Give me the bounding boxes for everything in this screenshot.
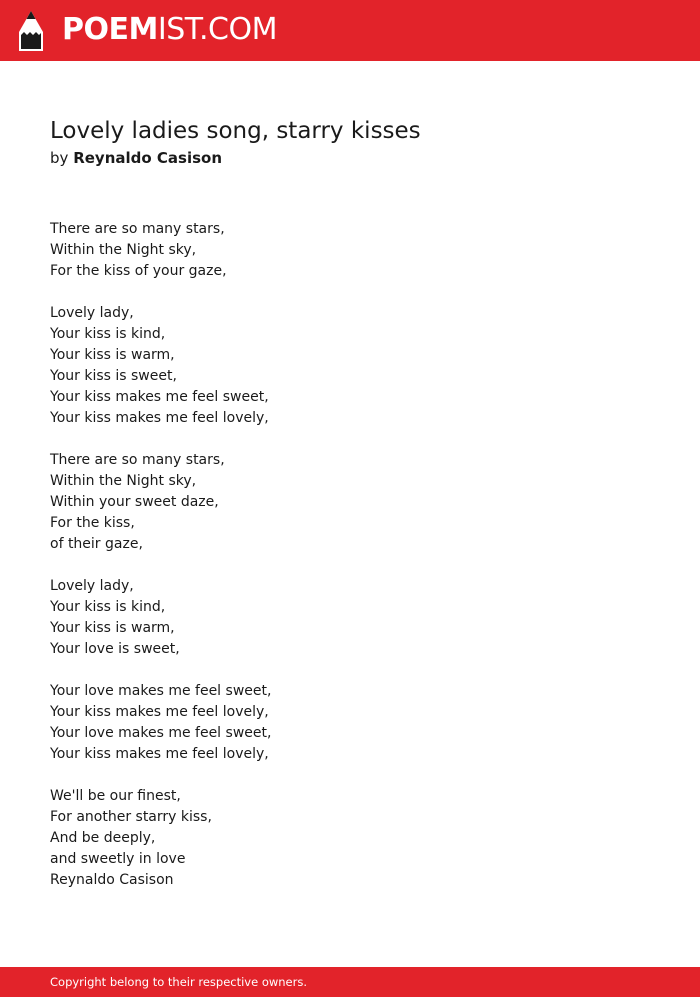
poem-stanza	[50, 450, 271, 555]
poem-title: Lovely ladies song, starry kisses	[50, 118, 421, 144]
poem-line: Your love makes me feel sweet,	[50, 725, 272, 741]
poem-line: Your love makes me feel sweet,	[50, 683, 272, 699]
poem-line: Lovely lady,	[50, 578, 134, 594]
poem-line: Your kiss is kind,	[50, 599, 166, 615]
poem-line: Your love is sweet,	[50, 641, 180, 657]
poem-stanza	[50, 303, 271, 429]
poem-byline	[50, 148, 222, 169]
logo-text-bold: POEM	[62, 12, 158, 47]
site-logo[interactable]	[62, 12, 277, 48]
poem-line: Your kiss makes me feel lovely,	[50, 746, 269, 762]
poem-author: Reynaldo Casison	[73, 149, 223, 167]
poem-stanza	[50, 219, 271, 282]
poem-line: Your kiss makes me feel lovely,	[50, 410, 269, 426]
by-label: by	[50, 149, 69, 167]
poem-line: Your kiss makes me feel sweet,	[50, 389, 269, 405]
site-footer	[0, 967, 700, 997]
poem-line: For another starry kiss,	[50, 809, 212, 825]
poem-line: For the kiss,	[50, 515, 135, 531]
poem-line: Your kiss makes me feel lovely,	[50, 704, 269, 720]
poem-line: Lovely lady,	[50, 305, 134, 321]
logo-text-light: IST.COM	[157, 12, 277, 47]
site-header	[0, 0, 700, 61]
pencil-icon	[18, 10, 44, 52]
poem-line: Reynaldo Casison	[50, 872, 174, 888]
copyright-text: Copyright belong to their respective owners.	[50, 975, 308, 989]
poem-line: Within the Night sky,	[50, 242, 197, 258]
poem-line: For the kiss of your gaze,	[50, 263, 227, 279]
poem-line: We'll be our finest,	[50, 788, 181, 804]
poem-line: There are so many stars,	[50, 221, 225, 237]
poem-line: And be deeply,	[50, 830, 156, 846]
poem-stanza	[50, 681, 271, 765]
poem-stanza	[50, 576, 271, 660]
poem-line: Your kiss is sweet,	[50, 368, 177, 384]
poem-line: Your kiss is warm,	[50, 347, 175, 363]
poem-line: and sweetly in love	[50, 851, 186, 867]
poem-line: Your kiss is kind,	[50, 326, 166, 342]
poem-body	[50, 219, 271, 891]
poem-line: of their gaze,	[50, 536, 143, 552]
poem-stanza	[50, 786, 271, 891]
poem-line: Within the Night sky,	[50, 473, 197, 489]
poem-line: Your kiss is warm,	[50, 620, 175, 636]
poem-line: Within your sweet daze,	[50, 494, 219, 510]
poem-line: There are so many stars,	[50, 452, 225, 468]
